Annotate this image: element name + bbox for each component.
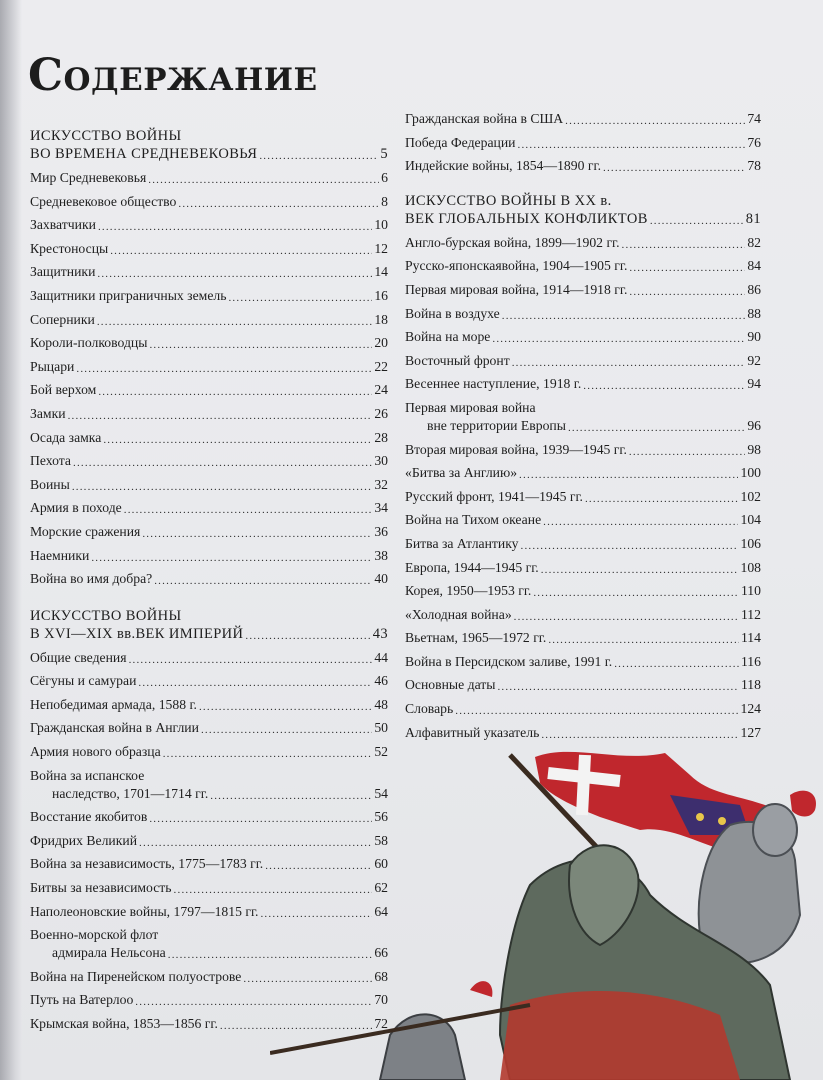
entry-title: Битва за Атлантику	[405, 535, 519, 551]
page-number: 54	[374, 785, 388, 801]
toc-entry[interactable]	[405, 488, 761, 506]
entry-title: Война в воздухе	[405, 305, 500, 321]
page-number: 24	[374, 382, 388, 398]
page-number: 110	[740, 583, 761, 599]
dot-leader	[629, 445, 745, 459]
page-number: 74	[747, 111, 761, 126]
entry-title: Средневековое общество	[30, 193, 177, 209]
banner-dot	[696, 813, 704, 821]
toc-entry[interactable]	[405, 134, 761, 152]
toc-entry[interactable]	[30, 547, 388, 565]
entry-title: Индейские войны, 1854—1890 гг.	[405, 158, 601, 174]
dot-leader	[129, 653, 373, 667]
entry-title: Крестоносцы	[30, 240, 109, 256]
toc-entry[interactable]	[30, 523, 388, 541]
entry-title: Алфавитный указатель	[405, 724, 540, 740]
toc-right-column	[405, 110, 761, 747]
entry-line1: Война за испанское	[30, 767, 145, 783]
dot-leader	[541, 563, 739, 577]
dot-leader	[521, 539, 739, 553]
page-number: 88	[747, 305, 761, 321]
page-number: 32	[374, 476, 388, 492]
banner-dot	[718, 817, 726, 825]
entry-title: Морские сражения	[30, 523, 141, 539]
dot-leader	[548, 633, 739, 647]
entry-title: Крымская война, 1853—1856 гг.	[30, 1016, 218, 1031]
dot-leader	[124, 503, 373, 517]
page-number: 10	[374, 217, 388, 233]
entry-row	[405, 417, 761, 435]
entry-title: Бой верхом	[30, 382, 97, 398]
toc-entry-list	[405, 110, 761, 175]
dot-leader	[98, 385, 372, 399]
page-number: 106	[740, 535, 761, 551]
dot-leader	[178, 197, 379, 211]
page-number: 112	[740, 606, 761, 622]
dot-leader	[514, 610, 739, 624]
dot-leader	[497, 680, 738, 694]
page-number: 36	[374, 523, 388, 539]
entry-title: Вьетнам, 1965—1972 гг.	[405, 630, 547, 646]
page-number: 50	[374, 720, 388, 736]
page-number: 38	[374, 547, 388, 563]
entry-title: Восстание якобитов	[30, 809, 148, 825]
page-number: 66	[374, 945, 388, 961]
entry-title: Фридрих Великий	[30, 832, 138, 848]
toc-entry[interactable]	[30, 240, 388, 258]
page-number: 52	[374, 744, 388, 760]
page-number: 18	[374, 311, 388, 327]
dot-leader	[568, 421, 745, 435]
entry-title: Воины	[30, 476, 70, 492]
page-number: 12	[374, 240, 388, 256]
page-number: 20	[374, 335, 388, 351]
dot-leader	[565, 114, 745, 128]
entry-title: Война на Тихом океане	[405, 512, 542, 528]
dot-leader	[629, 285, 745, 299]
page-number: 86	[747, 281, 761, 297]
dot-leader	[76, 362, 372, 376]
page-number: 78	[747, 158, 761, 174]
dot-leader	[154, 574, 372, 588]
page-number: 98	[747, 441, 761, 457]
page-number: 90	[747, 329, 761, 345]
toc-entry[interactable]	[30, 452, 388, 470]
entry-title: Гражданская война в Англии	[30, 720, 199, 736]
page-number: 34	[374, 500, 388, 516]
page-number: 70	[374, 992, 388, 1008]
toc-entry[interactable]	[30, 696, 388, 714]
page-number: 58	[374, 832, 388, 848]
toc-entry[interactable]	[405, 441, 761, 459]
dot-leader	[455, 704, 738, 718]
entry-title: Короли-полководцы	[30, 335, 148, 351]
toc-entry[interactable]	[405, 582, 761, 600]
small-plume	[470, 981, 492, 997]
section-heading-line2: В XVI—XIX вв.ВЕК ИМПЕРИЙ	[30, 625, 244, 642]
dot-leader	[110, 244, 372, 258]
toc-entry[interactable]	[30, 287, 388, 305]
entry-title: Наемники	[30, 547, 90, 563]
toc-entry[interactable]	[405, 352, 761, 370]
page-number: 44	[374, 649, 388, 665]
toc-entry[interactable]	[405, 257, 761, 275]
entry-title: Восточный фронт	[405, 352, 510, 368]
entry-title: Война за независимость, 1775—1783 гг.	[30, 856, 264, 872]
toc-section-heading[interactable]	[30, 608, 388, 643]
page-number: 94	[747, 376, 761, 392]
dot-leader	[533, 586, 739, 600]
dot-leader	[614, 657, 739, 671]
page-number: 82	[747, 234, 761, 250]
toc-section-heading[interactable]	[405, 193, 761, 228]
entry-title: Битвы за независимость	[30, 880, 172, 896]
dot-leader	[492, 332, 745, 346]
page-number: 84	[747, 258, 761, 274]
entry-title: Путь на Ватерлоо	[30, 992, 134, 1008]
toc-entry[interactable]	[405, 535, 761, 553]
section-heading-row	[30, 145, 388, 163]
dot-leader	[629, 261, 745, 275]
toc-entry[interactable]	[30, 216, 388, 234]
dot-leader	[502, 309, 746, 323]
toc-entry[interactable]	[405, 305, 761, 323]
entry-title: Гражданская война в США	[405, 111, 564, 126]
page-number: 40	[374, 571, 388, 587]
toc-entry[interactable]	[30, 358, 388, 376]
dot-leader	[73, 456, 372, 470]
page-number: 76	[747, 134, 761, 150]
page-number: 92	[747, 352, 761, 368]
toc-entry[interactable]	[30, 570, 388, 588]
toc-entry[interactable]	[405, 157, 761, 175]
section-heading-row	[30, 625, 388, 643]
toc-entry[interactable]	[30, 476, 388, 494]
dot-leader	[512, 356, 746, 370]
page-number: 114	[740, 630, 761, 646]
entry-title: Замки	[30, 405, 66, 421]
section-heading-line1: ИСКУССТВО ВОЙНЫ	[30, 128, 182, 144]
entry-title: Армия нового образца	[30, 744, 161, 760]
toc-entry[interactable]	[30, 169, 388, 187]
dot-leader	[97, 267, 372, 281]
entry-title: Русско-японскаявойна, 1904—1905 гг.	[405, 258, 628, 274]
entry-title: Защитники	[30, 264, 96, 280]
page-title: Содержание	[28, 50, 318, 101]
knight-helmet	[753, 804, 797, 856]
entry-title: Война в Персидском заливе, 1991 г.	[405, 653, 613, 669]
page-number: 6	[381, 170, 388, 185]
dot-leader	[148, 173, 379, 187]
section-heading-line1: ИСКУССТВО ВОЙНЫ В XX в.	[405, 192, 612, 209]
toc-entry[interactable]	[405, 700, 761, 718]
entry-title: Основные даты	[405, 677, 496, 693]
entry-line2: наследство, 1701—1714 гг.	[52, 785, 209, 801]
dot-leader	[519, 468, 738, 482]
toc-entry[interactable]	[30, 672, 388, 690]
entry-title: Война на Пиренейском полуострове	[30, 968, 242, 984]
entry-title: Война во имя добра?	[30, 571, 153, 587]
entry-line1: Первая мировая война	[405, 399, 536, 415]
entry-title: Рыцари	[30, 358, 75, 374]
toc-entry[interactable]	[405, 281, 761, 299]
entry-title: Армия в походе	[30, 500, 122, 516]
page-number: 100	[740, 465, 761, 481]
page-number: 8	[381, 193, 388, 209]
book-gutter-shadow	[0, 0, 22, 1080]
entry-title: Война на море	[405, 329, 491, 345]
dot-leader	[603, 161, 745, 175]
dot-leader	[98, 220, 372, 234]
entry-line2: вне территории Европы	[427, 417, 566, 433]
page-number: 14	[374, 264, 388, 280]
toc-entry[interactable]	[30, 311, 388, 329]
toc-entry-list	[405, 441, 761, 742]
page-number: 28	[374, 429, 388, 445]
dot-leader	[149, 338, 372, 352]
page-number: 72	[374, 1016, 388, 1031]
toc-entry[interactable]	[405, 375, 761, 393]
dot-leader	[622, 238, 746, 252]
entry-title: «Холодная война»	[405, 606, 512, 622]
plume	[790, 791, 816, 817]
toc-entry[interactable]	[30, 193, 388, 211]
entry-title: Пехота	[30, 453, 71, 469]
dot-leader	[103, 433, 372, 447]
dot-leader	[583, 379, 745, 393]
entry-title: Соперники	[30, 311, 95, 327]
toc-entry[interactable]	[405, 653, 761, 671]
dot-leader	[245, 629, 370, 643]
toc-entry[interactable]	[30, 429, 388, 447]
dot-leader	[543, 515, 738, 529]
page-number: 22	[374, 358, 388, 374]
page-number: 30	[374, 453, 388, 469]
entry-title: Захватчики	[30, 217, 96, 233]
toc-entry[interactable]	[30, 381, 388, 399]
page-number: 56	[374, 809, 388, 825]
page-number: 118	[740, 677, 761, 693]
dot-leader	[138, 676, 372, 690]
entry-title: Общие сведения	[30, 649, 127, 665]
entry-title: Победа Федерации	[405, 134, 516, 150]
entry-title: Сёгуны и самураи	[30, 673, 137, 689]
toc-entry[interactable]	[30, 263, 388, 281]
page-number: 108	[740, 559, 761, 575]
entry-line2: адмирала Нельсона	[52, 945, 166, 961]
dot-leader	[228, 291, 372, 305]
toc-entry[interactable]	[405, 676, 761, 694]
section-heading-line1: ИСКУССТВО ВОЙНЫ	[30, 607, 182, 624]
toc-entry[interactable]	[405, 464, 761, 482]
toc-entry[interactable]	[405, 328, 761, 346]
entry-title: Мир Средневековья	[30, 170, 147, 185]
knight-on-horse-with-banner-icon	[270, 735, 823, 1080]
page-number: 5	[380, 146, 388, 162]
section-heading-row	[405, 210, 761, 228]
entry-title: Русский фронт, 1941—1945 гг.	[405, 488, 583, 504]
toc-entry[interactable]	[30, 649, 388, 667]
section-heading-line2: ВЕК ГЛОБАЛЬНЫХ КОНФЛИКТОВ	[405, 210, 648, 227]
toc-entry[interactable]	[405, 234, 761, 252]
dot-leader	[585, 492, 739, 506]
entry-title: Словарь	[405, 701, 454, 717]
page-number: 43	[372, 625, 388, 642]
page-number: 16	[374, 287, 388, 303]
page-number: 124	[740, 701, 761, 717]
dot-leader	[91, 551, 372, 565]
toc-entry[interactable]	[405, 606, 761, 624]
entry-title: Англо-бурская война, 1899—1902 гг.	[405, 234, 620, 250]
toc-entry[interactable]	[30, 334, 388, 352]
toc-entry[interactable]	[405, 511, 761, 529]
toc-entry-multiline[interactable]	[405, 399, 761, 435]
toc-entry[interactable]	[405, 559, 761, 577]
dot-leader	[650, 214, 744, 228]
entry-title: Наполеоновские войны, 1797—1815 гг.	[30, 903, 259, 919]
page-number: 48	[374, 696, 388, 712]
page-number: 81	[745, 210, 761, 227]
page-number: 26	[374, 405, 388, 421]
entry-title: Европа, 1944—1945 гг.	[405, 559, 539, 575]
section-heading-line2: ВО ВРЕМЕНА СРЕДНЕВЕКОВЬЯ	[30, 146, 258, 162]
toc-entry[interactable]	[30, 499, 388, 517]
page-number: 64	[374, 903, 388, 919]
page-number: 102	[740, 488, 761, 504]
page-number: 96	[747, 417, 761, 433]
toc-entry[interactable]	[405, 629, 761, 647]
page-number: 127	[740, 724, 761, 740]
dot-leader	[199, 700, 372, 714]
page-number: 60	[374, 856, 388, 872]
entry-title: Вторая мировая война, 1939—1945 гг.	[405, 441, 627, 457]
entry-title: «Битва за Англию»	[405, 465, 518, 481]
entry-title: Весеннее наступление, 1918 г.	[405, 376, 582, 392]
toc-entry[interactable]	[405, 110, 761, 128]
page-number: 62	[374, 880, 388, 896]
entry-title: Первая мировая война, 1914—1918 гг.	[405, 281, 628, 297]
dot-leader	[518, 138, 746, 152]
toc-entry-list	[405, 234, 761, 394]
toc-section-heading[interactable]	[30, 128, 388, 163]
page-number: 46	[374, 673, 388, 689]
page-number: 68	[374, 968, 388, 984]
dot-leader	[142, 527, 372, 541]
entry-line1: Военно-морской флот	[30, 927, 159, 943]
entry-title: Защитники приграничных земель	[30, 287, 227, 303]
toc-entry[interactable]	[30, 405, 388, 423]
dot-leader	[72, 480, 372, 494]
page-number: 116	[740, 653, 761, 669]
dot-leader	[68, 409, 373, 423]
entry-title: Непобедимая армада, 1588 г.	[30, 696, 197, 712]
page-number: 104	[740, 512, 761, 528]
dot-leader	[97, 315, 372, 329]
entry-title: Осада замка	[30, 429, 102, 445]
toc-entry-list	[30, 169, 388, 588]
entry-title: Корея, 1950—1953 гг.	[405, 583, 532, 599]
dot-leader	[259, 149, 378, 163]
